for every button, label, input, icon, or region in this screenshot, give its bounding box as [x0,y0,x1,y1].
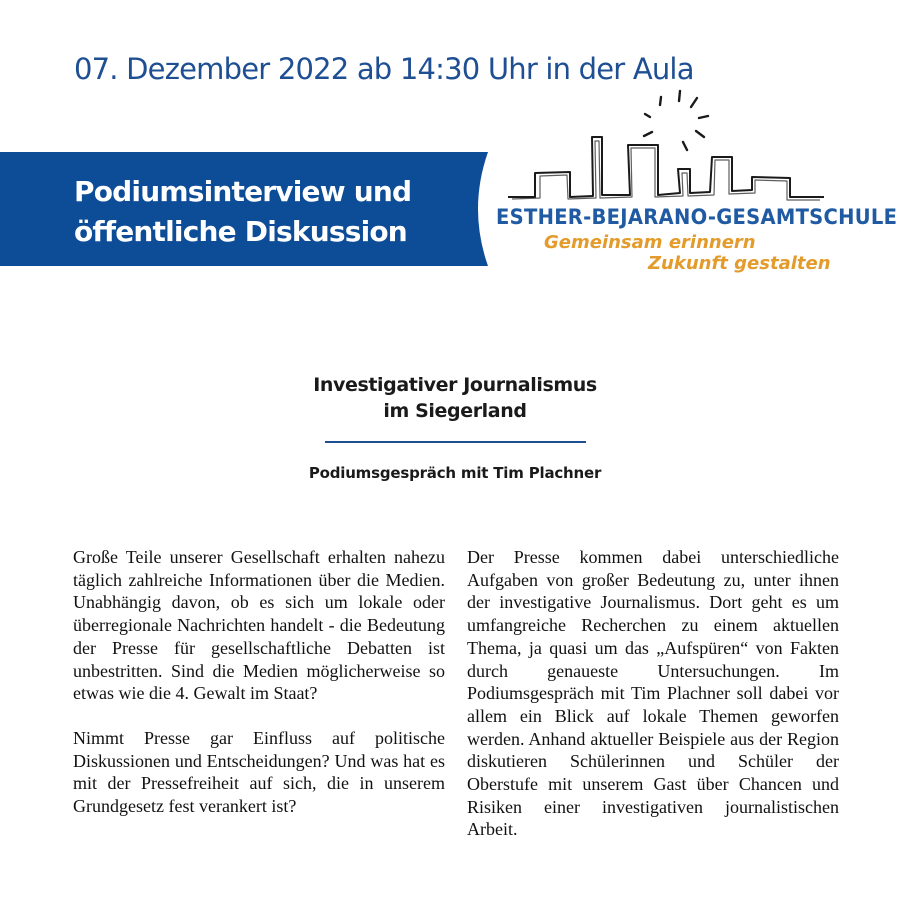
left-paragraph-2: Nimmt Presse gar Einfluss auf politische Diskussionen und Entscheidungen? Und was hat es mit der Pressefreiheit auf sich, die in unserem Grundgesetz fest verankert ist? [73,727,445,817]
banner-title-line2: öffentliche Diskussion [74,215,407,248]
event-date-line: 07. Dezember 2022 ab 14:30 Uhr in der Aula [74,52,694,86]
right-paragraph-1: Der Presse kommen dabei unterschiedliche Aufgaben von großer Bedeutung zu, unter ihnen der investigative Journalismus. Dort geht es um umfangreiche Recherchen zu einem aktuellen Thema, ja quasi um das „Aufspüren“ von Fakten durch genaueste Untersuchungen. Im Podiumsgespräch mit Tim Plachner soll dabei vor allem ein Blick auf lokale Themen geworfen werden. Anhand aktueller Beispiele aus der Region diskutieren Schülerinnen und Schüler der Oberstufe mit unserem Gast über Chancen und Risiken einer investigativen journalistischen Arbeit. [467,547,839,840]
school-name: ESTHER-BEJARANO-GESAMTSCHULE [496,205,898,229]
school-motto-line1: Gemeinsam erinnern [544,232,756,253]
school-motto-line2: Zukunft gestalten [648,253,831,274]
article-title-line2: im Siegerland [383,400,527,422]
banner-title [74,172,411,252]
school-logo [490,85,898,285]
title-divider [325,441,586,443]
left-paragraph-1: Große Teile unserer Gesellschaft erhalten nahezu täglich zahlreiche Informationen über die Medien. Unabhängig davon, ob es sich um lokale oder überregionale Nachrichten handelt - die Bedeutung der Presse für gesellschaftliche Debatten ist unbestritten. Sind die Medien möglicherweise so etwas wie die 4. Gewalt im Staat? [73,547,445,704]
left-text-column [73,546,445,818]
article-subtitle: Podiumsgespräch mit Tim Plachner [308,464,602,482]
banner-title-line1: Podiumsinterview und [74,175,412,208]
title-banner [0,152,490,266]
right-text-column [467,546,839,841]
article-title [0,372,910,424]
article-title-line1: Investigativer Journalismus [313,374,597,396]
